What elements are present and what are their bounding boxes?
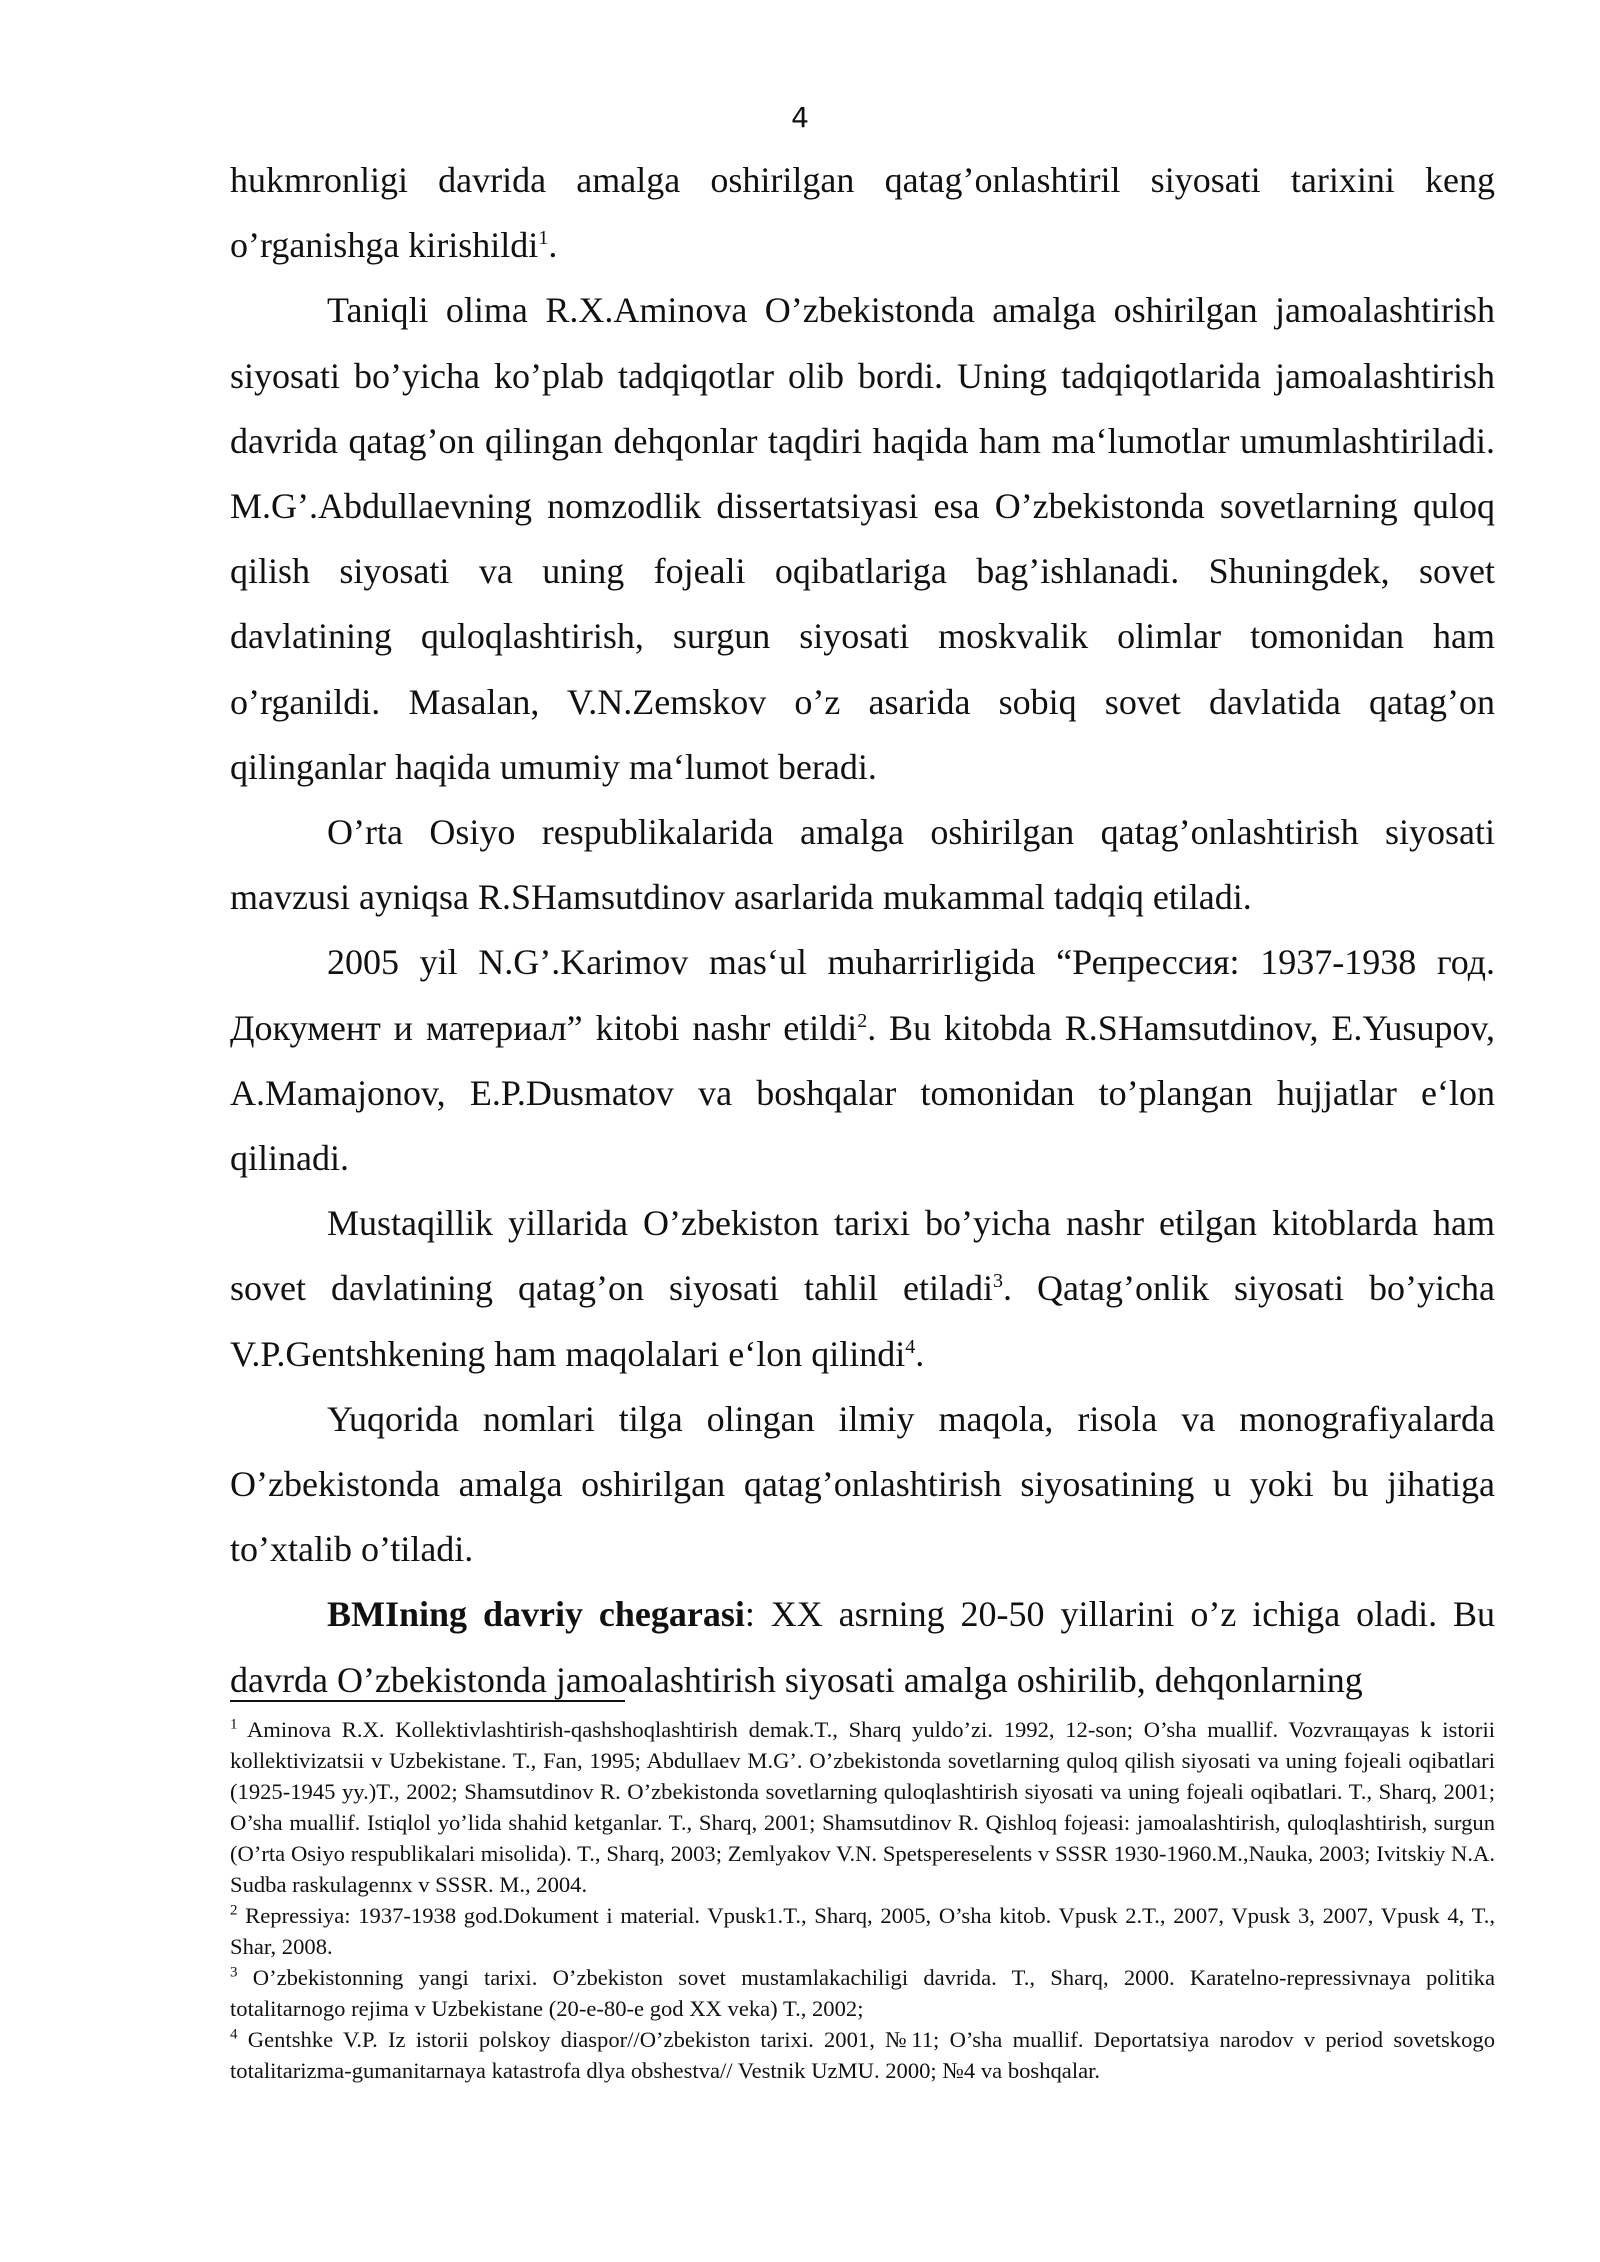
- footnote-separator: [230, 1700, 625, 1702]
- paragraph-1-text: hukmronligi davrida amalga oshirilgan qatag’onlashtiril siyosati tarixini keng o’rganishga kirishildi: [230, 160, 1495, 266]
- paragraph-4-text: 2005 yil N.G’.Karimov mas‘ul muharrirligida “Репрессия: 1937-1938 год. Документ и материал” kitobi nashr etildi: [230, 942, 1495, 1048]
- paragraph-7: [230, 1582, 1495, 1712]
- footnote-ref-1[interactable]: 1: [538, 227, 549, 250]
- footnote-number: 3: [230, 1964, 238, 1981]
- footnote-number: 4: [230, 2026, 238, 2043]
- paragraph-5-rest: . Qatag’onlik siyosati bo’yicha V.P.Gentshkening ham maqolalari e‘lon qilindi: [230, 1268, 1496, 1374]
- footnotes: [230, 1700, 1495, 2086]
- footnote-4: [230, 2024, 1495, 2086]
- paragraph-3: O’rta Osiyo respublikalarida amalga oshirilgan qatag’onlashtirish siyosati mavzusi ayniqsa R.SHamsutdinov asarlarida mukammal tadqiq etiladi.: [230, 812, 1495, 918]
- footnote-text: Gentshke V.P. Iz istorii polskoy diaspor//O’zbekiston tarixi. 2001, №11; O’sha muallif. Deportatsiya narodov v period sovetskogo totalitarizma-gumanitarnaya katastrofa dlya obshestva// Vestnik UzMU. 2000; №4 va boshqalar.: [230, 2027, 1495, 2083]
- paragraph-2: Taniqli olima R.X.Aminova O’zbekistonda amalga oshirilgan jamoalashtirish siyosati bo’yicha ko’plab tadqiqotlar olib bordi. Uning tadqiqotlarida jamoalashtirish davrida qatag’on qilingan dehqonlar taqdiri haqida ham ma‘lumotlar umumlashtiriladi. M.G’.Abdullaevning nomzodlik dissertatsiyasi esa O’zbekistonda sovetlarning quloq qilish siyosati va uning fojeali oqibatlariga bag’ishlanadi. Shuningdek, sovet davlatining quloqlashtirish, surgun siyosati moskvalik olimlar tomonidan ham o’rganildi. Masalan, V.N.Zemskov o’z asarida sobiq sovet davlatida qatag’on qilinganlar haqida umumiy ma‘lumot beradi.: [230, 290, 1495, 787]
- footnote-ref-4[interactable]: 4: [905, 1335, 916, 1358]
- footnote-ref-2[interactable]: 2: [857, 1009, 868, 1032]
- paragraph-7-text: : XX asrning 20-50 yillarini o’z ichiga oladi. Bu davrda O’zbekistonda jamoalashtirish siyosati amalga oshirilib, dehqonlarning: [230, 1594, 1495, 1700]
- main-text: [230, 148, 1495, 1713]
- footnote-3: [230, 1962, 1495, 2024]
- page-number: 4: [791, 101, 809, 134]
- footnote-ref-3[interactable]: 3: [993, 1270, 1004, 1293]
- section-heading: BMIning davriy chegarasi: [327, 1594, 745, 1635]
- paragraph-4: [230, 930, 1495, 1191]
- paragraph-5: [230, 1191, 1495, 1387]
- footnote-number: 2: [230, 1902, 238, 1919]
- footnote-1: [230, 1714, 1495, 1900]
- paragraph-5-text: Mustaqillik yillarida O’zbekiston tarixi bo’yicha nashr etilgan kitoblarda ham sovet davlatining qatag’on siyosati tahlil etiladi: [230, 1203, 1495, 1309]
- footnote-2: [230, 1900, 1495, 1962]
- footnote-text: O’zbekistonning yangi tarixi. O’zbekiston sovet mustamlakachiligi davrida. T., Sharq, 2000. Karatelno-repressivnaya politika totalitarnogo rejima v Uzbekistane (20-e-80-e god XX veka) T., 2002;: [230, 1965, 1495, 2021]
- paragraph-5-end: .: [915, 1333, 925, 1374]
- paragraph-1-end: .: [548, 225, 558, 266]
- footnote-text: Aminova R.X. Kollektivlashtirish-qashshoqlashtirish demak.T., Sharq yuldo’zi. 1992, 12-son; O’sha muallif. Vozvraщayas k istorii kollektivizatsii v Uzbekistane. T., Fan, 1995; Abdullaev M.G’. O’zbekistonda sovetlarning quloq qilish siyosati va uning fojeali oqibatlari (1925-1945 yy.)T., 2002; Shamsutdinov R. O’zbekistonda sovetlarning quloqlashtirish siyosati va uning fojeali oqibatlari. T., Sharq, 2001; O’sha muallif. Istiqlol yo’lida shahid ketganlar. T., Sharq, 2001; Shamsutdinov R. Qishloq fojeasi: jamoalashtirish, quloqlashtirish, surgun (O’rta Osiyo respublikalari misolida). T., Sharq, 2003; Zemlyakov V.N. Spetspereselents v SSSR 1930-1960.M.,Nauka, 2003; Ivitskiy N.A. Sudba raskulagennx v SSSR. M., 2004.: [230, 1717, 1496, 1897]
- paragraph-1: [230, 148, 1495, 278]
- paragraph-4-rest: . Bu kitobda R.SHamsutdinov, E.Yusupov, A.Mamajonov, E.P.Dusmatov va boshqalar tomonidan to’plangan hujjatlar e‘lon qilinadi.: [230, 1007, 1495, 1179]
- paragraph-6: Yuqorida nomlari tilga olingan ilmiy maqola, risola va monografiyalarda O’zbekistonda amalga oshirilgan qatag’onlashtirish siyosatining u yoki bu jihatiga to’xtalib o’tiladi.: [230, 1398, 1495, 1570]
- footnote-text: Repressiya: 1937-1938 god.Dokument i material. Vpusk1.T., Sharq, 2005, O’sha kitob. Vpusk 2.T., 2007, Vpusk 3, 2007, Vpusk 4, T., Shar, 2008.: [230, 1903, 1495, 1959]
- footnote-number: 1: [230, 1716, 238, 1733]
